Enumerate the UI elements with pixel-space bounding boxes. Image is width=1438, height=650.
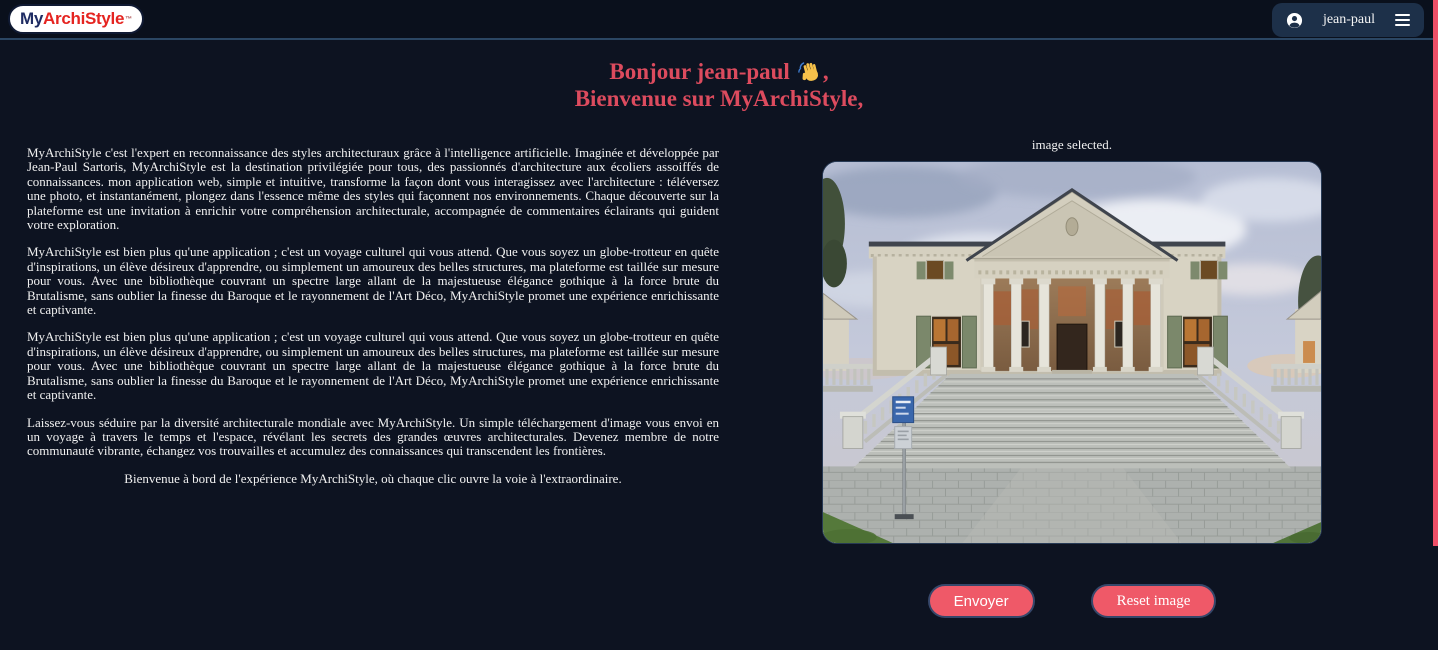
reset-image-button[interactable]: Reset image <box>1091 584 1217 618</box>
logo-trademark: ™ <box>125 15 132 23</box>
hamburger-icon[interactable] <box>1395 14 1410 26</box>
user-name: jean-paul <box>1322 12 1376 27</box>
villa-photo-illustration <box>823 162 1321 543</box>
villa-photo <box>822 161 1322 544</box>
send-button[interactable]: Envoyer <box>928 584 1035 618</box>
greeting-comma: , <box>822 59 829 84</box>
navbar <box>0 0 1438 40</box>
greeting-text: Bonjour jean-paul <box>609 59 790 84</box>
greeting-line-2: Bienvenue sur MyArchiStyle, <box>574 86 864 111</box>
scrollbar-thumb[interactable] <box>1433 0 1438 546</box>
user-menu[interactable] <box>1272 3 1424 37</box>
greeting-heading <box>0 58 1438 112</box>
greeting-line-1 <box>0 58 1438 85</box>
image-caption: image selected. <box>1031 137 1113 152</box>
waving-hand-icon <box>798 61 822 83</box>
intro-paragraph: Laissez-vous séduire par la diversité architecturale mondiale avec MyArchiStyle. Un simple téléchargement d'image vous envoi en un voyage à travers le temps et l'espace, révélant les secrets des grandes œuvres architecturales. Devenez membre de notre communauté vibrante, échangez vos trouvailles et accumulez des connaissances qui transcendent les frontières. <box>27 414 719 459</box>
logo[interactable] <box>8 4 144 34</box>
intro-paragraph: MyArchiStyle est bien plus qu'une application ; c'est un voyage culturel qui vous attend. Que vous soyez un globe-trotteur en quête d'inspirations, un élève désireux d'apprendre, ou simplement un amoureux des belles structures, ma plateforme est taillée sur mesure pour vous. Avec une bibliothèque couvrant un spectre large allant de la majestueuse élégance gothique à la force brute du Brutalisme, sans oublier la finesse du Baroque et le rayonnement de l'Art Déco, MyArchiStyle promet une expérience enrichissante et captivante. <box>27 329 719 403</box>
action-buttons <box>822 584 1322 618</box>
logo-text-my: My <box>20 9 44 28</box>
image-panel <box>822 137 1322 618</box>
person-circle-icon <box>1286 12 1303 29</box>
intro-paragraph: MyArchiStyle est bien plus qu'une application ; c'est un voyage culturel qui vous attend. Que vous soyez un globe-trotteur en quête d'inspirations, un élève désireux d'apprendre, ou simplement un amoureux des belles structures, ma plateforme est taillée sur mesure pour vous. Avec une bibliothèque couvrant un spectre large allant de la majestueuse élégance gothique à la force brute du Brutalisme, sans oublier la finesse du Baroque et le rayonnement de l'Art Déco, MyArchiStyle promet une expérience enrichissante et captivante. <box>27 244 719 318</box>
closing-line: Bienvenue à bord de l'expérience MyArchiStyle, où chaque clic ouvre la voie à l'extraordinaire. <box>124 470 622 486</box>
logo-text-archistyle: ArchiStyle <box>43 9 125 28</box>
intro-paragraph: MyArchiStyle c'est l'expert en reconnaissance des styles architecturaux grâce à l'intelligence artificielle. Imaginée et développée par Jean-Paul Sartoris, MyArchiStyle est la destination privilégiée pour tous, des passionnés d'architecture aux écoliers assoiffés de connaissances. mon application web, simple et intuitive, transforme la façon dont vous interagissez avec l'architecture : téléversez une photo, et instantanément, plongez dans l'essence même des styles qui façonnent nos environnements. Chaque découverte sur la plateforme est une invitation à enrichir votre compréhension architecturale, accompagnée de commentaires éclairants qui guident votre exploration. <box>27 145 719 233</box>
intro-text <box>27 146 719 486</box>
